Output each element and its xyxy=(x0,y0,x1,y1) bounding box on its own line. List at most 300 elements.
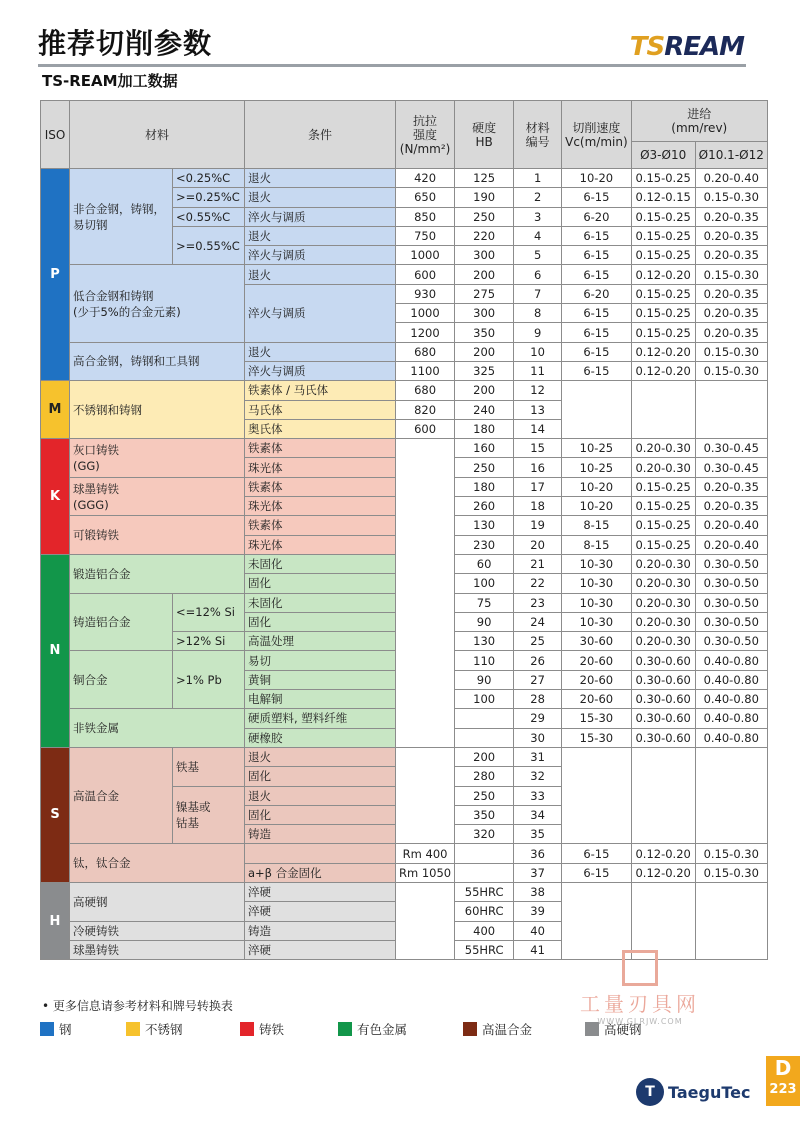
speed-cell: 6-15 xyxy=(562,863,632,882)
feed-small-cell: 0.12-0.20 xyxy=(631,361,695,380)
hardness-cell: 125 xyxy=(455,169,514,188)
watermark: 工量刃具网 WWW.GLRJW.COM xyxy=(580,950,700,1026)
condition-cell: 退火 xyxy=(245,265,396,284)
feed-small-cell: 0.20-0.30 xyxy=(631,632,695,651)
feed-large-cell: 0.40-0.80 xyxy=(695,690,767,709)
feed-large-cell: 0.20-0.40 xyxy=(695,169,767,188)
material-name: 球墨铸铁 xyxy=(70,940,245,959)
legend-item: 铸铁 xyxy=(240,1020,338,1038)
speed-cell xyxy=(562,747,632,843)
feed-small-cell: 0.12-0.20 xyxy=(631,844,695,863)
hardness-cell: 180 xyxy=(455,477,514,496)
feed-large-cell xyxy=(695,381,767,439)
feed-small-cell: 0.15-0.25 xyxy=(631,226,695,245)
taegutec-logo: T TaeguTec xyxy=(636,1078,750,1106)
hardness-cell: 130 xyxy=(455,632,514,651)
tensile-cell: 1100 xyxy=(396,361,455,380)
speed-cell: 6-20 xyxy=(562,284,632,303)
condition-cell: 淬火与调质 xyxy=(245,207,396,226)
hardness-cell: 275 xyxy=(455,284,514,303)
feed-small-cell: 0.30-0.60 xyxy=(631,690,695,709)
tensile-cell: 420 xyxy=(396,169,455,188)
material-number-cell: 30 xyxy=(514,728,562,747)
feed-small-cell: 0.20-0.30 xyxy=(631,458,695,477)
hardness-cell: 250 xyxy=(455,786,514,805)
hardness-cell: 200 xyxy=(455,747,514,766)
speed-cell: 20-60 xyxy=(562,690,632,709)
hardness-cell: 75 xyxy=(455,593,514,612)
feed-large-cell: 0.20-0.40 xyxy=(695,535,767,554)
legend-swatch xyxy=(240,1022,254,1036)
table-row xyxy=(41,844,768,863)
material-number-cell: 29 xyxy=(514,709,562,728)
col-condition: 条件 xyxy=(245,101,396,169)
iso-group-n: N xyxy=(41,554,70,747)
condition-cell: 固化 xyxy=(245,805,396,824)
feed-large-cell: 0.30-0.50 xyxy=(695,632,767,651)
feed-large-cell: 0.15-0.30 xyxy=(695,863,767,882)
page-title: 推荐切削参数 xyxy=(38,27,213,60)
condition-cell: 固化 xyxy=(245,574,396,593)
brand-logo: TSREAM xyxy=(629,32,744,62)
speed-cell: 10-30 xyxy=(562,612,632,631)
speed-cell: 6-15 xyxy=(562,265,632,284)
condition-cell: 电解铜 xyxy=(245,690,396,709)
speed-cell: 10-20 xyxy=(562,497,632,516)
legend-item: 高温合金 xyxy=(463,1020,585,1038)
material-number-cell: 12 xyxy=(514,381,562,400)
material-number-cell: 23 xyxy=(514,593,562,612)
hardness-cell: 180 xyxy=(455,419,514,438)
material-number-cell: 3 xyxy=(514,207,562,226)
condition-cell: 退火 xyxy=(245,342,396,361)
condition-cell: 黄铜 xyxy=(245,670,396,689)
material-number-cell: 36 xyxy=(514,844,562,863)
feed-large-cell: 0.40-0.80 xyxy=(695,670,767,689)
condition-cell: 淬火与调质 xyxy=(245,284,396,342)
feed-small-cell xyxy=(631,747,695,843)
col-feed-small: Ø3-Ø10 xyxy=(631,142,695,169)
hardness-cell xyxy=(455,844,514,863)
hardness-cell: 320 xyxy=(455,825,514,844)
material-subclass: <0.55%C xyxy=(173,207,245,226)
material-name: 钛，钛合金 xyxy=(70,844,245,883)
hardness-cell: 190 xyxy=(455,188,514,207)
iso-group-p: P xyxy=(41,169,70,381)
col-tensile: 抗拉 强度 (N/mm²) xyxy=(396,101,455,169)
speed-cell: 6-15 xyxy=(562,304,632,323)
legend-item: 钢 xyxy=(40,1020,126,1038)
material-number-cell: 35 xyxy=(514,825,562,844)
material-number-cell: 13 xyxy=(514,400,562,419)
condition-cell: 铁素体 xyxy=(245,477,396,496)
condition-cell: 淬硬 xyxy=(245,940,396,959)
speed-cell xyxy=(562,882,632,959)
material-number-cell: 5 xyxy=(514,246,562,265)
feed-small-cell: 0.15-0.25 xyxy=(631,304,695,323)
feed-small-cell: 0.15-0.25 xyxy=(631,207,695,226)
table-row xyxy=(41,747,768,766)
material-number-cell: 9 xyxy=(514,323,562,342)
feed-small-cell: 0.15-0.25 xyxy=(631,535,695,554)
material-number-cell: 34 xyxy=(514,805,562,824)
tensile-cell: 680 xyxy=(396,381,455,400)
table-row xyxy=(41,169,768,188)
feed-large-cell: 0.30-0.50 xyxy=(695,574,767,593)
speed-cell: 10-20 xyxy=(562,477,632,496)
material-number-cell: 6 xyxy=(514,265,562,284)
condition-cell: 珠光体 xyxy=(245,497,396,516)
condition-cell: 淬硬 xyxy=(245,902,396,921)
material-number-cell: 11 xyxy=(514,361,562,380)
table-row xyxy=(41,265,768,284)
condition-cell: 珠光体 xyxy=(245,535,396,554)
tensile-cell: 930 xyxy=(396,284,455,303)
hardness-cell: 350 xyxy=(455,805,514,824)
hardness-cell: 160 xyxy=(455,439,514,458)
material-number-cell: 24 xyxy=(514,612,562,631)
feed-large-cell: 0.30-0.50 xyxy=(695,554,767,573)
material-name: 高硬钢 xyxy=(70,882,245,921)
legend-swatch xyxy=(40,1022,54,1036)
speed-cell xyxy=(562,381,632,439)
tensile-cell xyxy=(396,882,455,959)
material-name: 非合金钢，铸钢，易切钢 xyxy=(70,169,173,265)
hardness-cell: 100 xyxy=(455,574,514,593)
feed-small-cell xyxy=(631,381,695,439)
table-row xyxy=(41,381,768,400)
feed-large-cell: 0.40-0.80 xyxy=(695,651,767,670)
hardness-cell: 90 xyxy=(455,612,514,631)
material-name: 低合金钢和铸钢 (少于5%的合金元素) xyxy=(70,265,245,342)
condition-cell: 淬火与调质 xyxy=(245,361,396,380)
material-number-cell: 41 xyxy=(514,940,562,959)
watermark-logo-icon xyxy=(622,950,658,986)
material-name: 铸造铝合金 xyxy=(70,593,173,651)
hardness-cell: 200 xyxy=(455,342,514,361)
feed-small-cell: 0.30-0.60 xyxy=(631,709,695,728)
table-row xyxy=(41,342,768,361)
tensile-cell: 680 xyxy=(396,342,455,361)
condition-cell: 硬橡胶 xyxy=(245,728,396,747)
tensile-cell: 1000 xyxy=(396,246,455,265)
section-tab: D 223 xyxy=(766,1056,800,1106)
speed-cell: 6-20 xyxy=(562,207,632,226)
hardness-cell: 400 xyxy=(455,921,514,940)
condition-cell: 退火 xyxy=(245,169,396,188)
condition-cell: 铁素体 / 马氏体 xyxy=(245,381,396,400)
material-number-cell: 17 xyxy=(514,477,562,496)
material-number-cell: 21 xyxy=(514,554,562,573)
feed-small-cell xyxy=(631,882,695,959)
feed-small-cell: 0.20-0.30 xyxy=(631,554,695,573)
material-number-cell: 25 xyxy=(514,632,562,651)
hardness-cell: 55HRC xyxy=(455,882,514,901)
legend-item: 有色金属 xyxy=(338,1020,463,1038)
material-number-cell: 40 xyxy=(514,921,562,940)
feed-small-cell: 0.15-0.25 xyxy=(631,284,695,303)
material-name: 高温合金 xyxy=(70,747,173,843)
material-name: 可锻铸铁 xyxy=(70,516,245,555)
material-number-cell: 20 xyxy=(514,535,562,554)
speed-cell: 8-15 xyxy=(562,516,632,535)
hardness-cell: 240 xyxy=(455,400,514,419)
col-material-no: 材料 编号 xyxy=(514,101,562,169)
speed-cell: 15-30 xyxy=(562,728,632,747)
material-number-cell: 2 xyxy=(514,188,562,207)
material-name: 灰口铸铁 (GG) xyxy=(70,439,245,478)
feed-small-cell: 0.20-0.30 xyxy=(631,439,695,458)
material-number-cell: 33 xyxy=(514,786,562,805)
speed-cell: 6-15 xyxy=(562,342,632,361)
feed-small-cell: 0.15-0.25 xyxy=(631,169,695,188)
material-number-cell: 27 xyxy=(514,670,562,689)
tensile-cell: 820 xyxy=(396,400,455,419)
title-divider xyxy=(38,64,746,67)
feed-small-cell: 0.20-0.30 xyxy=(631,593,695,612)
speed-cell: 10-25 xyxy=(562,458,632,477)
feed-large-cell: 0.20-0.35 xyxy=(695,323,767,342)
condition-cell: 马氏体 xyxy=(245,400,396,419)
condition-cell: 退火 xyxy=(245,786,396,805)
tensile-cell xyxy=(396,747,455,843)
condition-cell xyxy=(245,844,396,863)
feed-small-cell: 0.15-0.25 xyxy=(631,516,695,535)
feed-large-cell: 0.20-0.40 xyxy=(695,516,767,535)
feed-large-cell xyxy=(695,747,767,843)
material-name: 非铁金属 xyxy=(70,709,245,748)
iso-group-k: K xyxy=(41,439,70,555)
condition-cell: 固化 xyxy=(245,767,396,786)
material-number-cell: 18 xyxy=(514,497,562,516)
speed-cell: 30-60 xyxy=(562,632,632,651)
hardness-cell xyxy=(455,709,514,728)
material-subclass: <0.25%C xyxy=(173,169,245,188)
table-row xyxy=(41,882,768,901)
feed-large-cell: 0.15-0.30 xyxy=(695,342,767,361)
feed-large-cell: 0.20-0.35 xyxy=(695,304,767,323)
feed-large-cell: 0.20-0.35 xyxy=(695,226,767,245)
speed-cell: 20-60 xyxy=(562,651,632,670)
speed-cell: 6-15 xyxy=(562,323,632,342)
hardness-cell: 220 xyxy=(455,226,514,245)
material-name: 不锈钢和铸钢 xyxy=(70,381,245,439)
feed-large-cell: 0.40-0.80 xyxy=(695,728,767,747)
hardness-cell: 325 xyxy=(455,361,514,380)
material-name: 铜合金 xyxy=(70,651,173,709)
col-speed: 切削速度 Vc(m/min) xyxy=(562,101,632,169)
condition-cell: a+β 合金固化 xyxy=(245,863,396,882)
material-number-cell: 26 xyxy=(514,651,562,670)
col-material: 材料 xyxy=(70,101,245,169)
tensile-cell xyxy=(396,439,455,748)
legend-item: 不锈钢 xyxy=(126,1020,240,1038)
hardness-cell: 250 xyxy=(455,458,514,477)
feed-large-cell: 0.15-0.30 xyxy=(695,188,767,207)
tensile-cell: 1000 xyxy=(396,304,455,323)
hardness-cell: 300 xyxy=(455,246,514,265)
col-iso: ISO xyxy=(41,101,70,169)
hardness-cell xyxy=(455,728,514,747)
feed-large-cell: 0.20-0.35 xyxy=(695,246,767,265)
feed-small-cell: 0.15-0.25 xyxy=(631,246,695,265)
feed-small-cell: 0.30-0.60 xyxy=(631,670,695,689)
material-name: 高合金钢，铸钢和工具钢 xyxy=(70,342,245,381)
hardness-cell: 100 xyxy=(455,690,514,709)
condition-cell: 易切 xyxy=(245,651,396,670)
hardness-cell: 130 xyxy=(455,516,514,535)
feed-small-cell: 0.12-0.20 xyxy=(631,863,695,882)
feed-large-cell: 0.30-0.45 xyxy=(695,439,767,458)
tensile-cell: 850 xyxy=(396,207,455,226)
material-number-cell: 8 xyxy=(514,304,562,323)
condition-cell: 未固化 xyxy=(245,593,396,612)
condition-cell: 铁素体 xyxy=(245,516,396,535)
material-number-cell: 39 xyxy=(514,902,562,921)
material-number-cell: 31 xyxy=(514,747,562,766)
condition-cell: 退火 xyxy=(245,188,396,207)
condition-cell: 奥氏体 xyxy=(245,419,396,438)
material-number-cell: 15 xyxy=(514,439,562,458)
feed-small-cell: 0.20-0.30 xyxy=(631,574,695,593)
condition-cell: 硬质塑料, 塑料纤维 xyxy=(245,709,396,728)
feed-small-cell: 0.20-0.30 xyxy=(631,612,695,631)
cutting-data-table xyxy=(40,100,768,960)
col-feed-large: Ø10.1-Ø12 xyxy=(695,142,767,169)
condition-cell: 淬硬 xyxy=(245,882,396,901)
condition-cell: 淬火与调质 xyxy=(245,246,396,265)
tensile-cell: 600 xyxy=(396,265,455,284)
col-hardness: 硬度 HB xyxy=(455,101,514,169)
condition-cell: 珠光体 xyxy=(245,458,396,477)
speed-cell: 10-25 xyxy=(562,439,632,458)
taegutec-emblem-icon: T xyxy=(636,1078,664,1106)
feed-small-cell: 0.12-0.15 xyxy=(631,188,695,207)
feed-small-cell: 0.15-0.25 xyxy=(631,477,695,496)
feed-large-cell: 0.20-0.35 xyxy=(695,497,767,516)
hardness-cell: 280 xyxy=(455,767,514,786)
speed-cell: 6-15 xyxy=(562,226,632,245)
material-name: 锻造铝合金 xyxy=(70,554,245,593)
speed-cell: 20-60 xyxy=(562,670,632,689)
iso-group-h: H xyxy=(41,882,70,959)
material-number-cell: 16 xyxy=(514,458,562,477)
material-number-cell: 37 xyxy=(514,863,562,882)
material-number-cell: 32 xyxy=(514,767,562,786)
feed-small-cell: 0.30-0.60 xyxy=(631,651,695,670)
material-number-cell: 1 xyxy=(514,169,562,188)
condition-cell: 高温处理 xyxy=(245,632,396,651)
hardness-cell: 200 xyxy=(455,265,514,284)
material-number-cell: 28 xyxy=(514,690,562,709)
feed-large-cell: 0.30-0.45 xyxy=(695,458,767,477)
feed-large-cell: 0.20-0.35 xyxy=(695,477,767,496)
hardness-cell: 200 xyxy=(455,381,514,400)
legend-item: 高硬钢 xyxy=(585,1020,642,1038)
material-number-cell: 14 xyxy=(514,419,562,438)
material-subclass: 镍基或 钴基 xyxy=(173,786,245,844)
material-subclass: <=12% Si xyxy=(173,593,245,632)
section-subtitle: TS-REAM加工数据 xyxy=(42,72,178,90)
feed-large-cell: 0.15-0.30 xyxy=(695,361,767,380)
material-number-cell: 38 xyxy=(514,882,562,901)
hardness-cell: 110 xyxy=(455,651,514,670)
tensile-cell: 650 xyxy=(396,188,455,207)
feed-large-cell: 0.30-0.50 xyxy=(695,593,767,612)
material-subclass: 铁基 xyxy=(173,747,245,786)
material-subclass: >=0.25%C xyxy=(173,188,245,207)
hardness-cell: 90 xyxy=(455,670,514,689)
hardness-cell: 300 xyxy=(455,304,514,323)
condition-cell: 退火 xyxy=(245,226,396,245)
legend-swatch xyxy=(338,1022,352,1036)
hardness-cell: 260 xyxy=(455,497,514,516)
material-name: 冷硬铸铁 xyxy=(70,921,245,940)
material-number-cell: 7 xyxy=(514,284,562,303)
tensile-cell: Rm 1050 xyxy=(396,863,455,882)
condition-cell: 未固化 xyxy=(245,554,396,573)
feed-large-cell: 0.15-0.30 xyxy=(695,844,767,863)
iso-group-s: S xyxy=(41,747,70,882)
condition-cell: 铸造 xyxy=(245,921,396,940)
feed-large-cell xyxy=(695,882,767,959)
speed-cell: 6-15 xyxy=(562,361,632,380)
feed-small-cell: 0.12-0.20 xyxy=(631,342,695,361)
feed-large-cell: 0.20-0.35 xyxy=(695,284,767,303)
tensile-cell: 600 xyxy=(396,419,455,438)
feed-large-cell: 0.15-0.30 xyxy=(695,265,767,284)
hardness-cell xyxy=(455,863,514,882)
speed-cell: 8-15 xyxy=(562,535,632,554)
hardness-cell: 350 xyxy=(455,323,514,342)
footnote: • 更多信息请参考材料和牌号转换表 xyxy=(42,999,233,1013)
feed-small-cell: 0.15-0.25 xyxy=(631,323,695,342)
hardness-cell: 55HRC xyxy=(455,940,514,959)
hardness-cell: 60HRC xyxy=(455,902,514,921)
speed-cell: 6-15 xyxy=(562,844,632,863)
hardness-cell: 250 xyxy=(455,207,514,226)
table-row xyxy=(41,439,768,458)
hardness-cell: 230 xyxy=(455,535,514,554)
feed-large-cell: 0.40-0.80 xyxy=(695,709,767,728)
speed-cell: 10-30 xyxy=(562,574,632,593)
legend-swatch xyxy=(126,1022,140,1036)
condition-cell: 固化 xyxy=(245,612,396,631)
tensile-cell: Rm 400 xyxy=(396,844,455,863)
speed-cell: 10-30 xyxy=(562,554,632,573)
legend-swatch xyxy=(463,1022,477,1036)
condition-cell: 退火 xyxy=(245,747,396,766)
speed-cell: 10-30 xyxy=(562,593,632,612)
material-number-cell: 22 xyxy=(514,574,562,593)
tensile-cell: 1200 xyxy=(396,323,455,342)
material-number-cell: 4 xyxy=(514,226,562,245)
condition-cell: 铸造 xyxy=(245,825,396,844)
material-name: 球墨铸铁 (GGG) xyxy=(70,477,245,516)
feed-large-cell: 0.30-0.50 xyxy=(695,612,767,631)
material-subclass: >1% Pb xyxy=(173,651,245,709)
material-subclass: >12% Si xyxy=(173,632,245,651)
feed-large-cell: 0.20-0.35 xyxy=(695,207,767,226)
material-number-cell: 19 xyxy=(514,516,562,535)
feed-small-cell: 0.15-0.25 xyxy=(631,497,695,516)
feed-small-cell: 0.30-0.60 xyxy=(631,728,695,747)
condition-cell: 铁素体 xyxy=(245,439,396,458)
hardness-cell: 60 xyxy=(455,554,514,573)
iso-group-m: M xyxy=(41,381,70,439)
feed-small-cell: 0.12-0.20 xyxy=(631,265,695,284)
material-number-cell: 10 xyxy=(514,342,562,361)
